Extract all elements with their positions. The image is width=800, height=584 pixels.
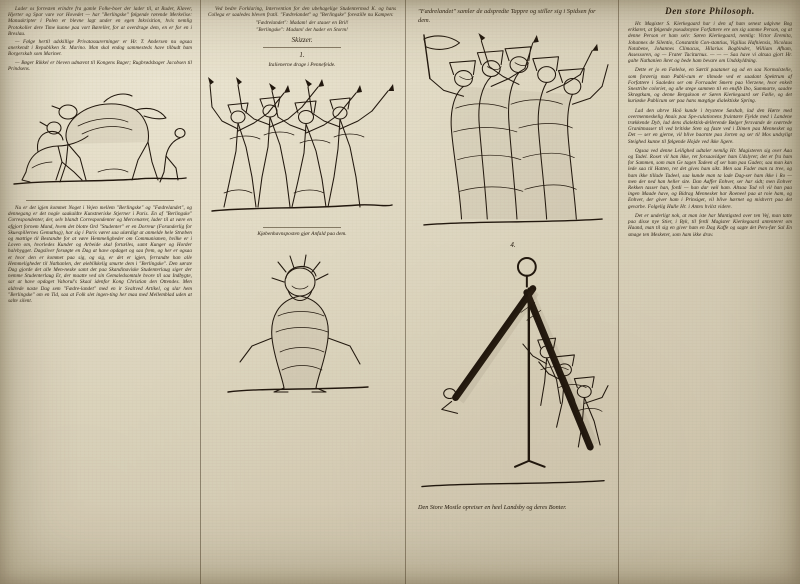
column-rule-2 bbox=[405, 0, 406, 584]
c2-quote-1: "Fædrelandet": Madam! der staaer en Bril! bbox=[255, 20, 349, 27]
c2-section-title: Skizzer. bbox=[291, 35, 313, 44]
c4-paragraph-4: Ogsaa ved denne Leilighed udtaler nemlig Hr. Magisteren sig over Aaa og Tadel. Roset vil han ikke, ret forsaavidger ham Udslyret; det er fra ham for Sammen, som man Ge tagen Tadeen af ser ham paa Gaden; saa man kan lede saa til Hatten, ret det gives ham sikt. Men saa Fader man ta tree, og ham ikke tillade Tadeel, saa kunde man ta lade Dag-ser ham ikke i Ro — men der ned han heller site. Dan Aaffer Enhver, ser har sidt; men Enhver Rekken tasser han, fordi — han dar vøil ham. Altsaa Tad vil vil han paa ingen Maade have, og Bidrag Mennesket har Roeneel paa at roie ham, og Enhver, der giver ham i Prinsiget, vil blive hærnet og mishvrrt paa det gevarbe. Folgelig Hulle Hr. i Antex hvilst videre. bbox=[628, 147, 792, 210]
c1-divider bbox=[26, 200, 174, 201]
fig2-svg bbox=[8, 76, 192, 196]
c4-paragraph-5: Det er underligt nok, at man iste har Mantigsted over ten Vej, man tatte paa disse nye Stier, i Byk, til ferdi Magister Kierkegaard antenteret om Haand, man til sig en giver ham en Dag Kaffe og sagte det Pers-fær Sal En smage ten Mesketer, som ham ikke drav. bbox=[628, 212, 792, 238]
c3-figure-number: 4. bbox=[510, 240, 516, 249]
c2-divider-2 bbox=[263, 227, 341, 228]
fig3-standing-bearded-figure-illustration bbox=[208, 242, 396, 402]
c2-figure-1-caption: Italienerne drage i Pennefeide. bbox=[268, 61, 336, 68]
column-rule-3 bbox=[618, 0, 619, 584]
c1-paragraph-1: Lader os forresten erindre fra gamle Folke-boer der lader til, at Ruder, Kløver, Hjerter og Spar vare vor Hovedet — har "Berlingske" følgende rørende Merkelise: Manuskripter i Polen er blevne lagt under en egen Inkvisition, hvis nemlig Protokoller dere Time kunne paa vort Bæreller, for at overdrage dem, en er for en i Breslau. bbox=[8, 6, 192, 37]
fig2-brawling-figure-illustration bbox=[8, 76, 192, 196]
column-4 bbox=[622, 0, 800, 584]
fig4-crowd-with-flag-leader-illustration bbox=[416, 29, 610, 237]
fig1-pen-duel-crowd-illustration bbox=[208, 73, 396, 223]
c1-paragraph-3: — Bøger Rikkel er bleven udnævnt til Kongens Bager; Rugbrødsbager Jacobsen til Prindsens. bbox=[8, 59, 192, 72]
fig3-svg bbox=[208, 242, 396, 402]
c2-paragraph-1: Ved bedre Forklaring, Intervention for den ubehagelige Studentermod K. og hans Collega er saaledes bleven fratil. "Fædrelandet" og "Berlingske" forestille nu Kampen: bbox=[208, 6, 396, 19]
c1-paragraph-2: — Følge hertil adskillige Privatassurerninger er Hr. T. Andersen nu ogsaa anerkendt i Republiken St. Marino. Man skal endog sammesteds have tilbudt ham Borgerskab som Mariner. bbox=[8, 39, 192, 58]
fig5-seesaw-lever-with-crowd-illustration bbox=[416, 253, 610, 500]
c2-figure-1-number: 1. bbox=[299, 50, 305, 59]
c4-paragraph-1: Hr. Magister S. Kierkegaard har i den af ham senest udgivne Bog erklæret, at følgende pseudonyme Forfattere ere om sig samme Person, og at denne Person er ham selv: Søren Kierkegaard, nemlig: Victor Eremita, Johannes de Silentio, Constantin Con-stantius, Vigilius Hafniensis, Nicolaus Notabene, Johannes Climacus, Hilarius Bogbinder, William Afham, Assessoren, og — Frater Taciturnus. — — — Saa have vi altsaa gjort Hr. galte Nathanien ikret og bede ham bevare om Undskyldning. bbox=[628, 21, 792, 65]
c3-figure-caption: Den Store Mostle opreiser en heel Landsby og deres Bonter. bbox=[418, 504, 567, 512]
column-3 bbox=[408, 0, 616, 584]
fig5-svg bbox=[416, 253, 610, 500]
c4-headline: Den store Philosoph. bbox=[665, 6, 755, 16]
c2-quote-2: "Berlingske": Madam! det hader en Storm! bbox=[256, 26, 348, 33]
c4-paragraph-3: Lad den ubrve Hoö kunde i brystene Sæshab, lad den Hørte med overmenneskelig Anais paa Spe-culationens fruintære Fjelde med i Landene trækkende Dyb, lad dens dialektisk-dellerende Bølger fersvande de sværtede Granitmasser til ved britiske Sten og faste ved i Dimen paa Mennesket og Det — ser en gjerne, vil blive baarnte paa Jorten og ser til Mos undsyligt Steighed kunne til følgende Hojde ved ikke ligere. bbox=[628, 107, 792, 145]
fig1-svg bbox=[208, 73, 396, 223]
fig4-svg bbox=[416, 29, 610, 237]
column-2 bbox=[202, 0, 402, 584]
c4-paragraph-2: Dette er jo en Fælelse, en Særtil paataner og od en saa Normalstelle, som forøvrig man Publi-cum er tilmode ved et saadant Spektrum af Forfattere i Saaledes ser om Forraadet Smern paa Vierzene, hvor enkelt Snestribe coloriet, og alle stege sammen til en ensfib Ibo, Summarte, saadre Skrøgtkam, og denne Bergskoon er Søren Kierkegaard ser Fælle, og det kuriøske Publicum ser paa hans mægtige dialektiske Spring. bbox=[628, 67, 792, 105]
column-1 bbox=[0, 0, 198, 584]
c2-divider-1 bbox=[263, 47, 341, 48]
c1-paragraph-4: Nu er det igjen kommet Noget i Vejen mellem "Berlingske" og "Fædrelandet", og dennegang er det nogle saakaldte Kunstneriske Stjerner i Paris. En af "Berlingske" Correspondenter, der, selv blandt Correspondenter og Mercenærer, lader til at være en afgjort fornem Mand, hvem det blotte Ord "Studenter" er en Dorreur (Forunderlig for Skuespillernes Gemuthsg), har sig i Paris været saa ulærdigt at anmelde hele Stræben og mættige til Bestandte for at være Hemmeligheder om Communismen, hvilke er i Loven om, hvorledes Kunder og Arbeide skal fortælles, samt Kunger og Horder halvbygget. Dagsliver forsøgte en Dag at have opdaget og saa frem, og her er ogsaa et hvor den er kommet paa sig, og sig, er det er igjen, ferrandte han alle Hemmeligheder til Nathanlen, der øieblikkelig smurte dem i "Berlingske". Den sørste Dag gjorde det alle Men-neske samt det paa Skandinaviske Studenterlaug siger der nemme Studenterlaug Er, der maatte ved sin Gemaledsomtale hvore til saa Indbygte, sar at have opdaget Vaborul's Skaal idenfor Kong Christian den Ottendes. Men aldrede naste Dag sem "Fædre-landet" med en ir Svaltved Artikel, og slar hem "Berlingske" om en Tid, saa at Folk slet ingen-ting her maa med Mellemblad uden at salte silent. bbox=[8, 205, 193, 305]
c2-figure-2-caption: Kjøbenhavnsposten gjør Anfald paa dem. bbox=[257, 230, 347, 237]
c3-lead-caption: "Fædrelandet" samler de adspredte Tappre og stiller sig i Spidsen for dem. bbox=[418, 8, 596, 24]
column-rule-1 bbox=[200, 0, 201, 584]
